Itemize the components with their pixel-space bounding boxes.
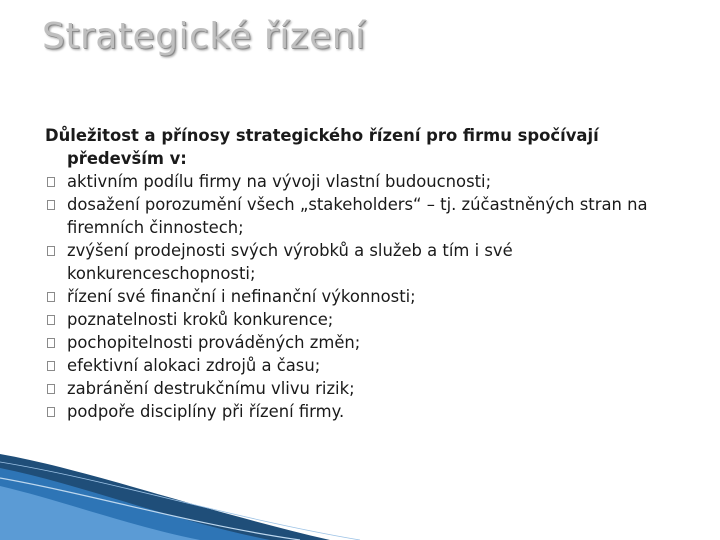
list-item	[45, 170, 685, 193]
decorative-wave-graphic	[0, 440, 720, 540]
square-bullet-icon	[47, 338, 55, 348]
list-item	[45, 377, 685, 400]
list-item-text: dosažení porozumění všech „stakeholders“ – tj. zúčastněných stran na firemních činnostech;	[67, 195, 648, 237]
list-item	[45, 285, 685, 308]
lead-text: Důležitost a přínosy strategického řízení pro firmu spočívají především v:	[45, 126, 599, 168]
lead-paragraph	[45, 124, 685, 170]
list-item-text: řízení své finanční i nefinanční výkonnosti;	[67, 287, 416, 306]
list-item-text: efektivní alokaci zdrojů a času;	[67, 356, 321, 375]
square-bullet-icon	[47, 292, 55, 302]
square-bullet-icon	[47, 246, 55, 256]
square-bullet-icon	[47, 315, 55, 325]
square-bullet-icon	[47, 177, 55, 187]
square-bullet-icon	[47, 407, 55, 417]
slide-content	[45, 124, 685, 423]
list-item-text: podpoře disciplíny při řízení firmy.	[67, 402, 345, 421]
bullet-list	[45, 170, 685, 423]
list-item-text: zvýšení prodejnosti svých výrobků a služeb a tím i své konkurenceschopnosti;	[67, 241, 513, 283]
slide-title: Strategické řízení	[42, 16, 366, 57]
list-item	[45, 308, 685, 331]
list-item	[45, 400, 685, 423]
list-item	[45, 239, 685, 285]
square-bullet-icon	[47, 200, 55, 210]
list-item	[45, 354, 685, 377]
square-bullet-icon	[47, 361, 55, 371]
square-bullet-icon	[47, 384, 55, 394]
list-item-text: zabránění destrukčnímu vlivu rizik;	[67, 379, 355, 398]
list-item-text: aktivním podílu firmy na vývoji vlastní budoucnosti;	[67, 172, 492, 191]
list-item	[45, 193, 685, 239]
list-item-text: pochopitelnosti prováděných změn;	[67, 333, 361, 352]
list-item	[45, 331, 685, 354]
list-item-text: poznatelnosti kroků konkurence;	[67, 310, 334, 329]
